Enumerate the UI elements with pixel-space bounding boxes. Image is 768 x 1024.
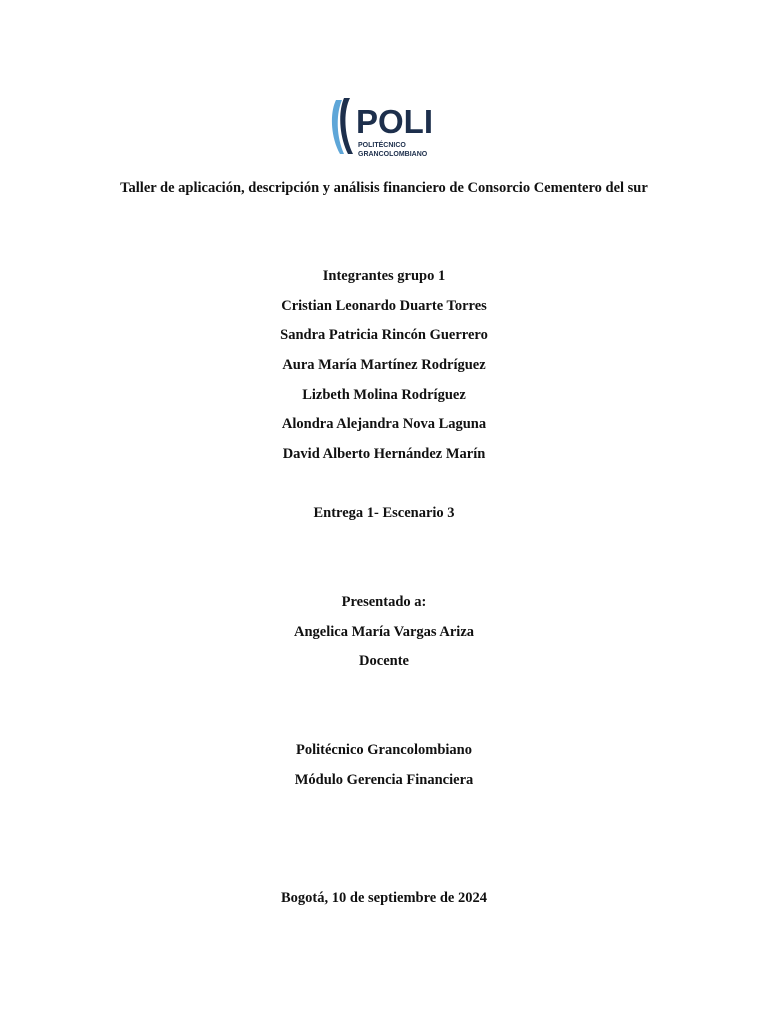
delivery-label: Entrega 1- Escenario 3 [313, 505, 455, 521]
logo-subtitle-line1: POLITÉCNICO [358, 142, 406, 149]
document-title: Taller de aplicación, descripción y análisis financiero de Consorcio Cementero del sur [120, 180, 648, 196]
place-date: Bogotá, 10 de septiembre de 2024 [281, 890, 487, 906]
poli-logo [328, 96, 440, 160]
module-name: Módulo Gerencia Financiera [294, 772, 474, 788]
teacher-role: Docente [359, 653, 409, 669]
member-name: Sandra Patricia Rincón Guerrero [280, 327, 488, 343]
presented-to-label: Presentado a: [341, 594, 427, 610]
member-name: Alondra Alejandra Nova Laguna [281, 416, 487, 432]
member-name: Lizbeth Molina Rodríguez [302, 387, 466, 403]
poli-logo-graphic [328, 96, 440, 160]
logo-swoosh-dark [340, 98, 353, 154]
member-name: David Alberto Hernández Marín [282, 446, 486, 462]
member-name: Aura María Martínez Rodríguez [282, 357, 486, 373]
logo-wordmark: POLI [356, 103, 434, 140]
member-name: Cristian Leonardo Duarte Torres [281, 298, 487, 314]
members-heading: Integrantes grupo 1 [322, 268, 446, 284]
teacher-name: Angelica María Vargas Ariza [293, 624, 475, 640]
logo-subtitle-line2: GRANCOLOMBIANO [358, 151, 428, 158]
institution-name: Politécnico Grancolombiano [296, 742, 472, 758]
